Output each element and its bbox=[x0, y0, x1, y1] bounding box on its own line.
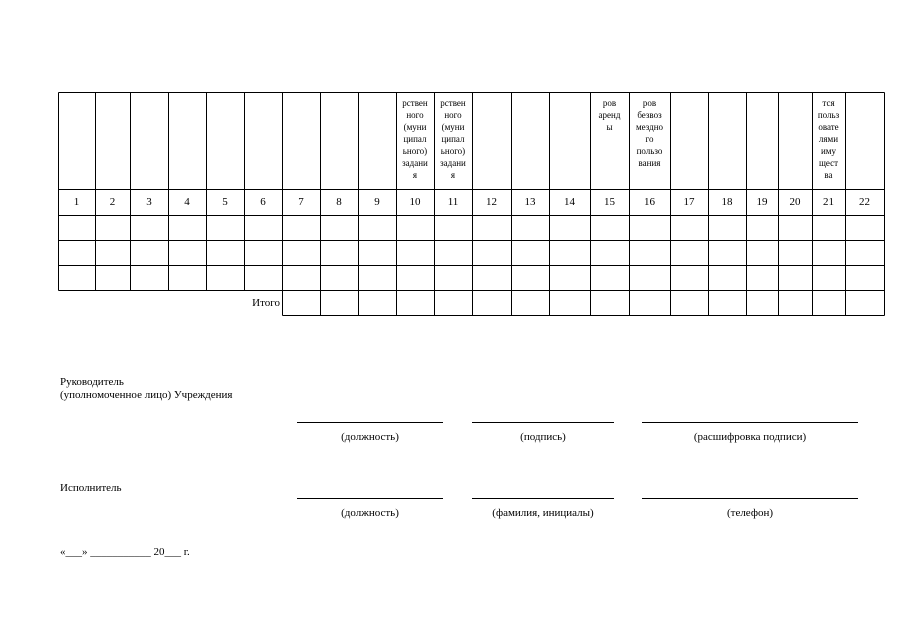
executor-name-line[interactable] bbox=[472, 498, 614, 499]
column-number: 12 bbox=[486, 196, 497, 208]
column-number: 14 bbox=[564, 196, 575, 208]
executor-position-caption: (должность) bbox=[341, 507, 399, 519]
column-number: 10 bbox=[409, 196, 421, 208]
column-number: 11 bbox=[447, 196, 459, 208]
column-number: 3 bbox=[146, 196, 152, 208]
column-number: 5 bbox=[222, 196, 228, 208]
column-number: 19 bbox=[756, 196, 768, 208]
column-number: 2 bbox=[109, 196, 116, 208]
column-header-15: ров аренд ы bbox=[598, 98, 621, 132]
column-number: 6 bbox=[260, 196, 266, 208]
column-number: 20 bbox=[789, 196, 801, 208]
column-number: 1 bbox=[73, 196, 80, 208]
column-header-11: рствен ного (муни ципал ьного) задани я bbox=[440, 98, 466, 180]
column-number: 7 bbox=[298, 196, 304, 208]
column-header-21: тся польз овате лями иму щест ва bbox=[817, 98, 840, 180]
head-sublabel: (уполномоченное лицо) Учреждения bbox=[60, 389, 233, 401]
column-number: 4 bbox=[184, 196, 190, 208]
executor-phone-line[interactable] bbox=[642, 498, 858, 499]
executor-position-line[interactable] bbox=[297, 498, 443, 499]
column-number: 9 bbox=[374, 196, 380, 208]
head-position-line[interactable] bbox=[297, 422, 443, 423]
head-position-caption: (должность) bbox=[341, 431, 399, 443]
column-number: 15 bbox=[604, 196, 615, 208]
column-number: 17 bbox=[683, 196, 695, 208]
head-label: Руководитель bbox=[60, 376, 124, 388]
column-number: 21 bbox=[823, 196, 834, 208]
column-number: 18 bbox=[721, 196, 733, 208]
executor-label: Исполнитель bbox=[60, 482, 122, 494]
column-number: 22 bbox=[859, 196, 870, 208]
head-signature-line[interactable] bbox=[472, 422, 614, 423]
head-signature-decoding-line[interactable] bbox=[642, 422, 858, 423]
head-signature-decoding-caption: (расшифровка подписи) bbox=[693, 431, 807, 443]
executor-name-caption: (фамилия, инициалы) bbox=[492, 507, 594, 519]
column-number: 8 bbox=[336, 196, 342, 208]
total-row-label: Итого bbox=[252, 297, 280, 309]
head-signature-caption: (подпись) bbox=[520, 431, 566, 443]
column-number: 16 bbox=[644, 196, 655, 208]
executor-phone-caption: (телефон) bbox=[726, 507, 774, 519]
column-number: 13 bbox=[524, 196, 536, 208]
date-line: «___» ___________ 20___ г. bbox=[60, 546, 190, 558]
column-header-10: рствен ного (муни ципал ьного) задани я bbox=[402, 98, 428, 180]
column-header-16: ров безвоз мездно го пользо вания bbox=[635, 98, 664, 168]
